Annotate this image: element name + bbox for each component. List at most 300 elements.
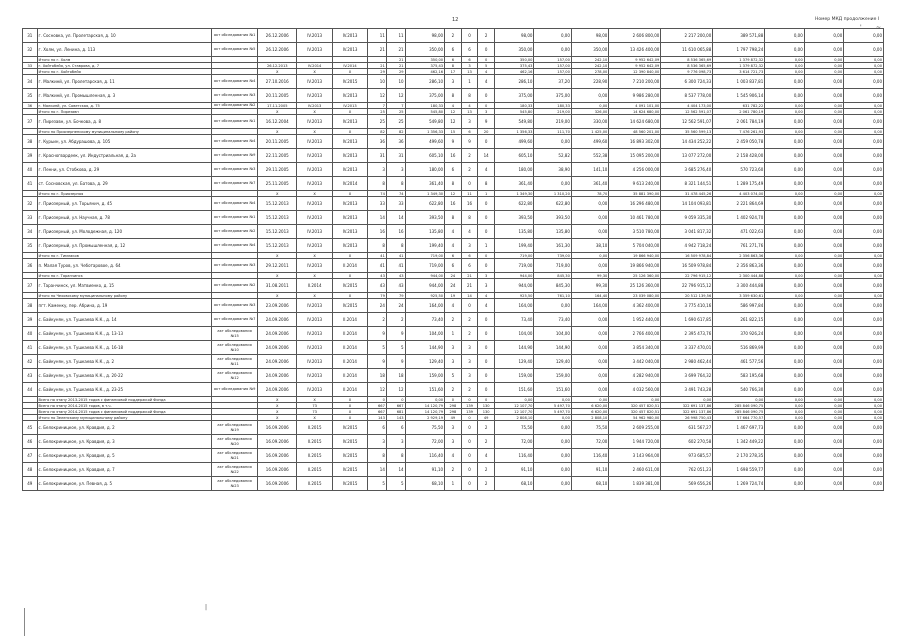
table-cell: 0 xyxy=(478,89,495,103)
table-cell: 0,00 xyxy=(804,279,844,293)
table-cell: акт обследования №22 xyxy=(212,463,258,477)
table-cell: 0 xyxy=(478,135,495,149)
table-cell: 320 457 820,51 xyxy=(609,403,661,409)
table-cell: 3 041 817,32 xyxy=(661,225,713,239)
table-cell: 0 xyxy=(478,327,495,341)
table-cell: 0,00 xyxy=(844,63,884,69)
table-cell: 73,40 xyxy=(534,313,571,327)
table-row xyxy=(23,421,884,435)
table-cell: 180,33 xyxy=(534,103,571,109)
table-cell: IV.2013 xyxy=(297,211,332,225)
table-cell: 3 xyxy=(461,239,478,253)
table-cell: 32 xyxy=(23,197,38,211)
table-cell: 0,00 xyxy=(765,63,805,69)
table-cell: 375,43 xyxy=(494,63,534,69)
table-cell: X xyxy=(332,109,367,115)
table-cell: 1 xyxy=(461,75,478,89)
table-cell: IV.2013 xyxy=(332,197,367,211)
table-cell: 3 614 721,73 xyxy=(713,69,765,75)
table-cell: 12 107,70 xyxy=(494,409,534,415)
table-cell: 41 xyxy=(368,259,387,273)
table-cell: 0,00 xyxy=(765,69,805,75)
table-cell: IV.2013 xyxy=(297,383,332,397)
table-cell: 320 457 820,51 xyxy=(609,409,661,415)
table-cell: Итого по г. Приозерная xyxy=(37,191,212,197)
table-cell: 18 xyxy=(386,369,405,383)
table-cell: 3 xyxy=(445,435,462,449)
table-cell: X xyxy=(332,403,367,409)
table-cell: 15.12.2013 xyxy=(257,225,297,239)
table-cell: 4 091 101,00 xyxy=(609,103,661,109)
table-cell: 14 624 680,00 xyxy=(609,115,661,129)
table-cell: 631 567,27 xyxy=(661,421,713,435)
table-cell: 8 xyxy=(368,239,387,253)
table-cell: Итого по Чеховскому муниципальному району xyxy=(37,293,212,299)
table-cell: г. Приозерный, ул. Торьянич, д. 45 xyxy=(37,197,212,211)
table-cell: X xyxy=(257,129,297,135)
table-cell: 761 271,76 xyxy=(713,239,765,253)
table-cell: 3 xyxy=(445,341,462,355)
table-cell: 0,00 xyxy=(804,177,844,191)
table-cell: 25 126 360,00 xyxy=(609,273,661,279)
table-cell: 2 061 780,19 xyxy=(713,109,765,115)
table-cell: 0,00 xyxy=(844,109,884,115)
table-cell: 719,00 xyxy=(534,259,571,273)
table-cell: 2 460 611,00 xyxy=(609,463,661,477)
table-cell: 9 613 240,00 xyxy=(609,177,661,191)
table-cell: IV.2013 xyxy=(332,163,367,177)
table-cell: 7 210 200,00 xyxy=(609,75,661,89)
table-cell: 19 866 940,00 xyxy=(609,259,661,273)
table-cell: 16 xyxy=(445,149,462,163)
table-cell: акт обследования №4 xyxy=(212,239,258,253)
table-cell: 0 xyxy=(461,29,478,43)
table-cell: 31 xyxy=(368,149,387,163)
table-cell: 622,80 xyxy=(494,197,534,211)
table-cell: акт обследования №20 xyxy=(212,435,258,449)
table-cell: 31 478 445,26 xyxy=(661,191,713,197)
table-cell: 11 610 065,88 xyxy=(661,43,713,57)
table-cell: 0,00 xyxy=(765,415,805,421)
table-cell: 761,10 xyxy=(534,293,571,299)
table-cell: г. Пенни, ул. Стобкова, д. 29 xyxy=(37,163,212,177)
table-cell: 8 536 365,69 xyxy=(661,57,713,63)
table-cell: акт обследования №2 xyxy=(212,279,258,293)
table-cell: 38 xyxy=(23,135,38,149)
table-cell: X xyxy=(332,69,367,75)
table-cell: 0,00 xyxy=(804,327,844,341)
table-cell: 0,00 xyxy=(844,355,884,369)
table-cell: 15 095 200,00 xyxy=(609,149,661,163)
table-cell: 845,30 xyxy=(534,273,571,279)
table-cell: 21 xyxy=(368,43,387,57)
table-cell: 8 xyxy=(445,211,462,225)
table-cell: 4 xyxy=(445,299,462,313)
table-cell: 361,40 xyxy=(405,177,445,191)
table-cell: 0 xyxy=(461,421,478,435)
table-cell: 2 xyxy=(445,463,462,477)
table-cell: IV.2013 xyxy=(332,225,367,239)
table-cell: IV.2015 xyxy=(332,477,367,491)
table-cell: 31 xyxy=(23,29,38,43)
table-cell: 4 xyxy=(478,75,495,89)
table-cell: 586 997,84 xyxy=(713,299,765,313)
table-cell: 199,40 xyxy=(494,239,534,253)
table-cell: 1 003 837,81 xyxy=(713,75,765,89)
table-cell: 0 xyxy=(478,211,495,225)
table-cell: 157,00 xyxy=(534,63,571,69)
table-cell: 20 512 139,56 xyxy=(661,293,713,299)
table-cell: 0,00 xyxy=(804,129,844,135)
table-cell: 2 xyxy=(368,313,387,327)
table-cell: II.2014 xyxy=(297,279,332,293)
table-cell: 41 xyxy=(368,253,387,259)
table-cell: 0 xyxy=(478,57,495,63)
table-cell: 4 xyxy=(445,239,462,253)
table-cell: 0,00 xyxy=(571,313,608,327)
table-cell: 2 929,19 xyxy=(405,415,445,421)
table-cell: 8 xyxy=(445,177,462,191)
table-cell: 0,00 xyxy=(804,403,844,409)
table-row xyxy=(23,225,884,239)
table-cell: 37 xyxy=(23,115,38,129)
table-cell: 462,16 xyxy=(405,69,445,75)
table-cell: 2 606 800,00 xyxy=(609,29,661,43)
table-cell: 3 300 444,88 xyxy=(713,279,765,293)
table-cell: 3 143 964,00 xyxy=(609,449,661,463)
table-cell: 45 xyxy=(23,421,38,435)
table-row xyxy=(23,135,884,149)
table-cell: Итого по г. Хойтобейя xyxy=(37,69,212,75)
table-cell: 219,00 xyxy=(534,109,571,115)
table-cell: 0,00 xyxy=(571,383,608,397)
table-cell: IV.2013 xyxy=(297,103,332,109)
table-cell: 180,33 xyxy=(494,103,534,109)
table-cell: 549,80 xyxy=(494,115,534,129)
table-cell: 0,00 xyxy=(765,253,805,259)
corner-note: Номер МКД продолжение I xyxy=(815,17,880,22)
table-cell: 350,00 xyxy=(494,57,534,63)
table-cell: 1 797 798,24 xyxy=(713,43,765,57)
table-cell: 68,10 xyxy=(571,477,608,491)
table-cell: 622,80 xyxy=(534,197,571,211)
table-cell: 39 xyxy=(23,313,38,327)
table-cell: 9 xyxy=(368,327,387,341)
table-cell: 38 xyxy=(23,299,38,313)
table-cell: 16 xyxy=(368,225,387,239)
table-cell: 12 390 840,00 xyxy=(609,69,661,75)
table-cell: 31 xyxy=(386,149,405,163)
table-cell: 10 461 780,00 xyxy=(609,211,661,225)
table-cell: 0,00 xyxy=(534,397,571,403)
table-cell: 350,00 xyxy=(405,43,445,57)
table-cell: 15 xyxy=(445,129,462,135)
table-cell: 82 xyxy=(386,129,405,135)
table-cell: 3 337 470,01 xyxy=(661,341,713,355)
table-cell: 0,00 xyxy=(844,197,884,211)
table-cell: 322 691 137,86 xyxy=(661,403,713,409)
table-cell: 144,90 xyxy=(405,341,445,355)
table-cell: 91,10 xyxy=(494,463,534,477)
table-cell: 0,00 xyxy=(844,135,884,149)
table-cell: 73 xyxy=(297,403,332,409)
table-cell: 0,00 xyxy=(804,57,844,63)
table-cell: 0,00 xyxy=(571,397,608,403)
table-cell: X xyxy=(257,69,297,75)
table-cell: 0 xyxy=(478,259,495,273)
table-cell: 0,00 xyxy=(804,253,844,259)
table-cell: 298 xyxy=(445,409,462,415)
table-row xyxy=(23,197,884,211)
table-cell: 16.12.2004 xyxy=(257,115,297,129)
table-cell: 330,00 xyxy=(571,115,608,129)
table-cell: 79 xyxy=(368,293,387,299)
table-cell: 17 xyxy=(445,69,462,75)
table-cell: 667 xyxy=(386,403,405,409)
table-cell: 8 536 365,69 xyxy=(661,63,713,69)
table-cell: IV.2015 xyxy=(332,75,367,89)
table-cell: 41 xyxy=(23,341,38,355)
table-cell: 0,00 xyxy=(804,415,844,421)
table-cell: 46 xyxy=(23,435,38,449)
table-cell: 602 270,58 xyxy=(661,435,713,449)
table-cell: 0,00 xyxy=(844,211,884,225)
table-cell: 2 xyxy=(478,421,495,435)
table-cell: 29 xyxy=(368,69,387,75)
table-cell: 10 xyxy=(368,75,387,89)
table-cell: 6 620,00 xyxy=(571,403,608,409)
table-cell: 1 310,20 xyxy=(534,191,571,197)
table-cell: 622,80 xyxy=(405,197,445,211)
table-cell: 1 xyxy=(478,191,495,197)
table-cell: 393,50 xyxy=(534,211,571,225)
table-cell: 2 xyxy=(445,29,462,43)
table-cell: 12 xyxy=(445,109,462,115)
table-cell: 99,30 xyxy=(571,279,608,293)
table-cell: 22 796 915,12 xyxy=(661,279,713,293)
table-cell: с. Белокриницкое, ул. Кравдия, д. 2 xyxy=(37,421,212,435)
table-cell: 2 xyxy=(461,383,478,397)
table-cell: 4 xyxy=(445,449,462,463)
table-cell: 23 039 080,00 xyxy=(609,293,661,299)
table-cell: 5 xyxy=(386,477,405,491)
table-cell: 0,00 xyxy=(765,29,805,43)
table-cell: 0,00 xyxy=(844,75,884,89)
table-cell: 0,00 xyxy=(804,449,844,463)
table-cell: II.2014 xyxy=(332,341,367,355)
table-cell: 1 349,30 xyxy=(494,191,534,197)
table-cell: 0,00 xyxy=(804,89,844,103)
table-cell: IV.2013 xyxy=(297,355,332,369)
table-cell: 6 xyxy=(461,43,478,57)
table-cell: 16.09.2006 xyxy=(257,463,297,477)
table-cell: 4 942 718,24 xyxy=(661,239,713,253)
table-cell: 180,33 xyxy=(405,103,445,109)
table-cell: 40 xyxy=(23,163,38,177)
table-cell: 0,00 xyxy=(804,369,844,383)
table-cell: 0,00 xyxy=(765,75,805,89)
scan-mark: ' xyxy=(860,24,862,31)
table-cell: 73,40 xyxy=(405,313,445,327)
table-cell: 242,10 xyxy=(571,63,608,69)
table-cell: 199,40 xyxy=(405,239,445,253)
table-cell: 116,40 xyxy=(571,449,608,463)
table-cell: X xyxy=(297,293,332,299)
table-cell: 9 xyxy=(386,327,405,341)
table-cell: IV.2013 xyxy=(297,177,332,191)
table-cell: 151,60 xyxy=(494,383,534,397)
table-cell: IV.2013 xyxy=(332,29,367,43)
table-cell: X xyxy=(257,253,297,259)
table-cell: 21 xyxy=(386,63,405,69)
table-cell: 4 xyxy=(445,103,462,109)
table-cell: 9 xyxy=(368,355,387,369)
table-cell: 0 xyxy=(478,43,495,57)
table-cell: 104,00 xyxy=(405,327,445,341)
table-cell: 7 xyxy=(386,103,405,109)
table-cell: 0,00 xyxy=(765,129,805,135)
table-cell: 2 980 462,44 xyxy=(661,355,713,369)
table-cell: 845,30 xyxy=(534,279,571,293)
table-cell: 2 217 200,00 xyxy=(661,29,713,43)
table-cell: 14 xyxy=(368,211,387,225)
table-cell: 24 xyxy=(368,299,387,313)
table-cell: 925,50 xyxy=(494,293,534,299)
table-cell: 48 560 201,00 xyxy=(609,129,661,135)
table-cell: 42 xyxy=(23,355,38,369)
table-cell: 0,00 xyxy=(804,239,844,253)
table-cell: 2 xyxy=(478,435,495,449)
table-cell: 2 609 255,00 xyxy=(609,421,661,435)
table-cell: акт обследования №9 xyxy=(212,383,258,397)
table-cell: 3 xyxy=(461,63,478,69)
table-cell: 0,00 xyxy=(534,435,571,449)
table-cell: ст. Сосновская, ул. Батова, д. 29 xyxy=(37,177,212,191)
table-cell: 139 xyxy=(461,409,478,415)
table-cell: 0,00 xyxy=(765,115,805,129)
table-cell: 0,00 xyxy=(844,115,884,129)
table-cell: 242,10 xyxy=(571,57,608,63)
scan-mark: ~ xyxy=(876,24,882,31)
table-cell: 0,00 xyxy=(765,89,805,103)
table-cell: 164,40 xyxy=(571,293,608,299)
table-cell: 762 051,23 xyxy=(661,463,713,477)
table-cell: 33 xyxy=(23,211,38,225)
table-cell: 0,00 xyxy=(804,197,844,211)
table-cell: 1 402 924,70 xyxy=(713,211,765,225)
table-cell: акт обследования №21 xyxy=(212,449,258,463)
table-cell: 667 xyxy=(368,409,387,415)
table-cell: 0,00 xyxy=(804,149,844,163)
table-cell: 0,00 xyxy=(804,75,844,89)
table-cell: 0,00 xyxy=(844,177,884,191)
scan-mark: | xyxy=(205,604,208,611)
table-cell: 104,00 xyxy=(494,327,534,341)
table-cell: 0,00 xyxy=(844,163,884,177)
table-cell: 14 434 252,22 xyxy=(661,135,713,149)
table-cell: 0 xyxy=(478,197,495,211)
table-cell: 16 296 480,00 xyxy=(609,197,661,211)
table-cell: 6 xyxy=(445,43,462,57)
table-cell: 9 952 642,09 xyxy=(609,63,661,69)
table-cell: 0,00 xyxy=(571,253,608,259)
table-row xyxy=(23,299,884,313)
table-cell: 36 xyxy=(386,135,405,149)
table-cell: акт обследования №11 xyxy=(212,355,258,369)
table-cell: II.2014 xyxy=(332,355,367,369)
table-cell: 944,00 xyxy=(405,273,445,279)
table-cell: 14 xyxy=(368,463,387,477)
table-cell: 350,00 xyxy=(405,57,445,63)
table-cell: X xyxy=(257,409,297,415)
table-cell: 0,00 xyxy=(494,397,534,403)
table-cell: 0,00 xyxy=(804,273,844,279)
table-cell: 21 xyxy=(386,43,405,57)
table-cell: IV.2013 xyxy=(297,43,332,57)
table-cell: акт обследования №1 xyxy=(212,29,258,43)
table-cell: 43 xyxy=(368,273,387,279)
table-cell: 159,00 xyxy=(534,369,571,383)
table-cell: 135,80 xyxy=(494,225,534,239)
table-cell: 0,00 xyxy=(844,477,884,491)
table-cell: IV.2013 xyxy=(297,225,332,239)
table-cell: 0,00 xyxy=(765,449,805,463)
table-cell: Итого по г. Холм xyxy=(37,57,212,63)
table-cell: 0,00 xyxy=(844,409,884,415)
table-cell: 14 xyxy=(478,149,495,163)
table-cell: Всего по этапу 2014-2015 годов, в т.ч. xyxy=(37,403,212,409)
table-cell: 0,00 xyxy=(534,463,571,477)
table-cell: 944,00 xyxy=(405,279,445,293)
table-cell: 37,20 xyxy=(534,75,571,89)
table-cell: 0,00 xyxy=(844,225,884,239)
table-cell: 44 xyxy=(23,383,38,397)
table-cell: 1 425,00 xyxy=(571,129,608,135)
table-cell: акт обследования №4 xyxy=(212,135,258,149)
table-cell: 4 xyxy=(478,163,495,177)
table-cell: 0 xyxy=(478,341,495,355)
table-cell: IV.2015 xyxy=(332,299,367,313)
table-cell: г. Таранчинск, ул. Матвиенко, д. 15 xyxy=(37,279,212,293)
table-cell: 228,90 xyxy=(571,75,608,89)
table-cell: IV.2013 xyxy=(332,135,367,149)
table-cell: 52,82 xyxy=(534,149,571,163)
table-cell: 516 869,99 xyxy=(713,341,765,355)
table-cell: 25 xyxy=(386,115,405,129)
table-cell: 3 491 743,28 xyxy=(661,383,713,397)
table-cell: 8 xyxy=(461,89,478,103)
table-cell: 6 xyxy=(445,57,462,63)
table-cell: IV.2013 xyxy=(332,43,367,57)
table-cell: 32 xyxy=(23,43,38,57)
table-cell: 22 796 915,12 xyxy=(661,273,713,279)
table-row xyxy=(23,29,884,43)
table-cell: 2 xyxy=(478,29,495,43)
table-cell: 0,00 xyxy=(844,341,884,355)
table-cell: 24 xyxy=(386,299,405,313)
table-cell: 0,00 xyxy=(765,421,805,435)
table-cell: X xyxy=(332,409,367,415)
table-cell: 24 xyxy=(445,279,462,293)
table-cell: 15.12.2013 xyxy=(257,197,297,211)
table-cell: 2 xyxy=(461,313,478,327)
table-cell: X xyxy=(297,253,332,259)
table-cell: 3 xyxy=(478,273,495,279)
table-row xyxy=(23,259,884,273)
table-cell: 0,00 xyxy=(804,135,844,149)
table-cell: 49 xyxy=(445,415,462,421)
table-cell: 4 xyxy=(478,293,495,299)
